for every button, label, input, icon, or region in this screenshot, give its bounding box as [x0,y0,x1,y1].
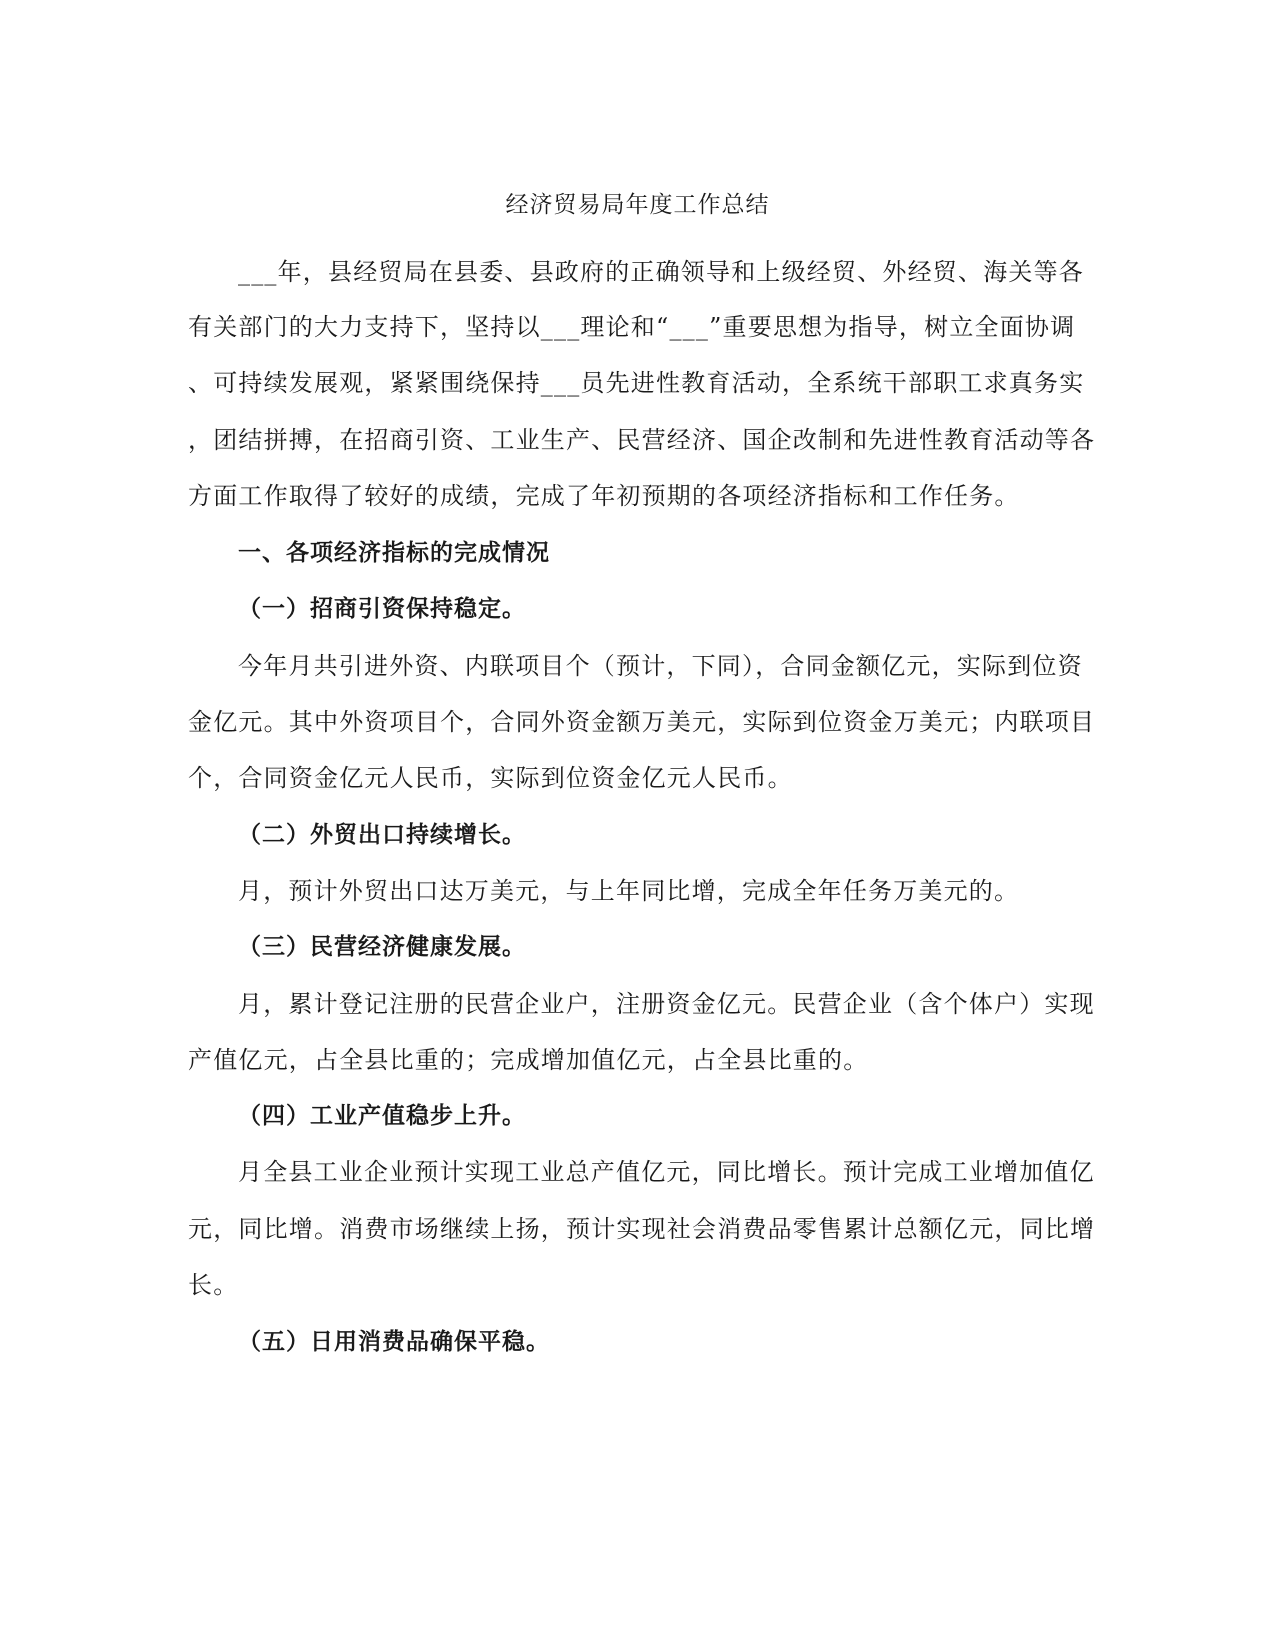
intro-line: 方面工作取得了较好的成绩，完成了年初预期的各项经济指标和工作任务。 [188,482,1020,510]
intro-line: 、可持续发展观，紧紧围绕保持___员先进性教育活动，全系统干部职工求真务实 [188,369,1085,397]
paragraph-line: 金亿元。其中外资项目个，合同外资金额万美元，实际到位资金万美元；内联项目 [188,708,1096,736]
paragraph-line: 今年月共引进外资、内联项目个（预计，下同），合同金额亿元，实际到位资 [238,652,1083,680]
subsection-heading: （四）工业产值稳步上升。 [238,1103,526,1129]
section-heading: 一、各项经济指标的完成情况 [238,540,550,566]
subsection-heading: （五）日用消费品确保平稳。 [238,1329,550,1355]
subsection-heading: （二）外贸出口持续增长。 [238,822,526,848]
paragraph-line: 元，同比增。消费市场继续上扬，预计实现社会消费品零售累计总额亿元，同比增 [188,1215,1096,1243]
intro-line: ___年，县经贸局在县委、县政府的正确领导和上级经贸、外经贸、海关等各 [238,258,1084,286]
paragraph-line: 长。 [188,1271,239,1299]
intro-line: ，团结拼搏，在招商引资、工业生产、民营经济、国企改制和先进性教育活动等各 [188,426,1096,454]
intro-line: 有关部门的大力支持下，坚持以___理论和“___”重要思想为指导，树立全面协调 [188,313,1076,341]
paragraph-line: 产值亿元，占全县比重的；完成增加值亿元，占全县比重的。 [188,1046,869,1074]
document-title: 经济贸易局年度工作总结 [505,192,770,218]
subsection-heading: （三）民营经济健康发展。 [238,934,526,960]
subsection-heading: （一）招商引资保持稳定。 [238,596,526,622]
paragraph-line: 月，累计登记注册的民营企业户，注册资金亿元。民营企业（含个体户）实现 [238,990,1095,1018]
paragraph-line: 个，合同资金亿元人民币，实际到位资金亿元人民币。 [188,764,793,792]
paragraph-line: 月，预计外贸出口达万美元，与上年同比增，完成全年任务万美元的。 [238,877,1020,905]
paragraph-line: 月全县工业企业预计实现工业总产值亿元，同比增长。预计完成工业增加值亿 [238,1158,1095,1186]
